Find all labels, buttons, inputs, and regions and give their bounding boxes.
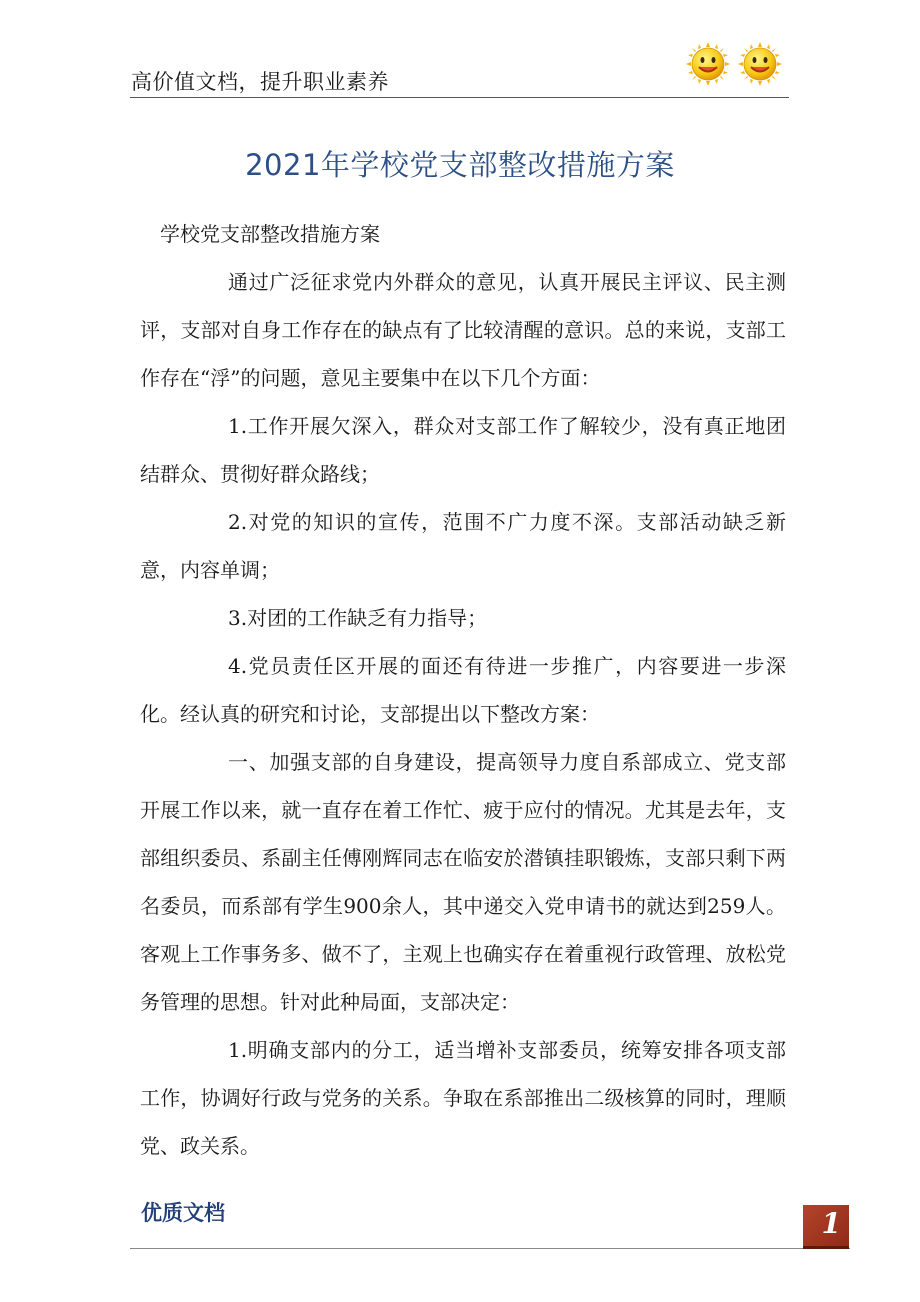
- smiley-face-icon: [686, 42, 730, 86]
- paragraph: 一、加强支部的自身建设，提高领导力度自系部成立、党支部开展工作以来，就一直存在着工作忙、疲于应付的情况。尤其是去年，支部组织委员、系副主任傅刚辉同志在临安於潜镇挂职锻炼，支部只剩下两名委员，而系部有学生900余人，其中递交入党申请书的就达到259人。客观上工作事务多、做不了，主观上也确实存在着重视行政管理、放松党务管理的思想。针对此种局面，支部决定：: [140, 750, 786, 1014]
- page-number-badge: [803, 1205, 849, 1249]
- list-item: 1.工作开展欠深入，群众对支部工作了解较少，没有真正地团结群众、贯彻好群众路线；: [140, 414, 786, 486]
- footer-divider: [130, 1248, 850, 1249]
- list-item: 4.党员责任区开展的面还有待进一步推广，内容要进一步深化。经认真的研究和讨论，支部提出以下整改方案：: [140, 654, 786, 726]
- page-number: 1: [821, 1207, 841, 1240]
- document-title: 2021年学校党支部整改措施方案: [245, 148, 675, 182]
- footer-label: 优质文档: [141, 1200, 225, 1225]
- smiley-face-icon: [738, 42, 782, 86]
- document-subtitle: 学校党支部整改措施方案: [160, 222, 380, 246]
- header-slogan: 高价值文档，提升职业素养: [131, 70, 389, 94]
- list-item: 1.明确支部内的分工，适当增补支部委员，统筹安排各项支部工作，协调好行政与党务的关系。争取在系部推出二级核算的同时，理顺党、政关系。: [140, 1038, 786, 1158]
- document-body: [140, 210, 786, 1170]
- header-divider: [130, 97, 789, 98]
- paragraph: 通过广泛征求党内外群众的意见，认真开展民主评议、民主测评，支部对自身工作存在的缺点有了比较清醒的意识。总的来说，支部工作存在“浮”的问题，意见主要集中在以下几个方面：: [140, 270, 786, 390]
- list-item: 3.对团的工作缺乏有力指导；: [228, 606, 488, 630]
- list-item: 2.对党的知识的宣传，范围不广力度不深。支部活动缺乏新意，内容单调；: [140, 510, 786, 582]
